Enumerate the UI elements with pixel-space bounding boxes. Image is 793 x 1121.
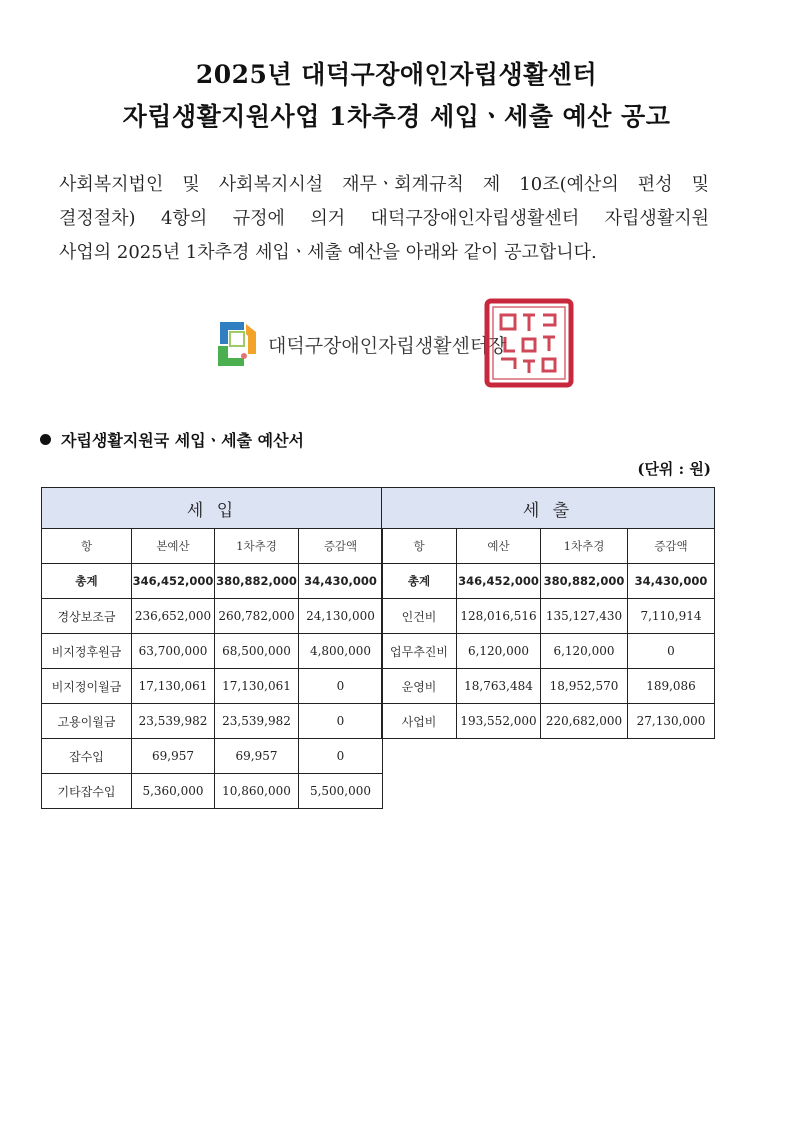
revenue-cell: 260,782,000: [215, 599, 299, 634]
revenue-cell: 10,860,000: [215, 774, 299, 809]
expense-column-header: 증감액: [628, 529, 715, 564]
revenue-cell: 0: [299, 704, 383, 739]
expense-cell: 업무추진비: [382, 634, 457, 669]
section-title: 자립생활지원국 세입ㆍ세출 예산서: [40, 428, 304, 451]
expense-cell: 189,086: [628, 669, 715, 704]
revenue-cell: 5,500,000: [299, 774, 383, 809]
expense-column-header: 예산: [457, 529, 541, 564]
revenue-row: [42, 739, 383, 774]
revenue-row: [42, 599, 383, 634]
expense-column-header: 항: [382, 529, 457, 564]
expense-cell: 346,452,000: [457, 564, 541, 599]
revenue-column-header: 본예산: [132, 529, 215, 564]
expense-cell: 사업비: [382, 704, 457, 739]
revenue-cell: 24,130,000: [299, 599, 383, 634]
revenue-cell: 17,130,061: [215, 669, 299, 704]
revenue-cell: 0: [299, 739, 383, 774]
revenue-header: 세 입: [42, 488, 383, 529]
expense-cell: 34,430,000: [628, 564, 715, 599]
expense-header: 세 출: [382, 488, 715, 529]
expense-cell: 7,110,914: [628, 599, 715, 634]
expense-cell: 총계: [382, 564, 457, 599]
revenue-cell: 비지정후원금: [42, 634, 132, 669]
revenue-column-header: 증감액: [299, 529, 383, 564]
expense-row: [382, 704, 715, 739]
revenue-cell: 4,800,000: [299, 634, 383, 669]
expense-column-header: 1차추경: [541, 529, 628, 564]
expense-row: [382, 669, 715, 704]
revenue-cell: 23,539,982: [215, 704, 299, 739]
revenue-cell: 잡수입: [42, 739, 132, 774]
revenue-cell: 고용이월금: [42, 704, 132, 739]
revenue-column-header: 1차추경: [215, 529, 299, 564]
unit-label: (단위 : 원): [637, 460, 711, 478]
revenue-cell: 총계: [42, 564, 132, 599]
revenue-column-header: 항: [42, 529, 132, 564]
revenue-cell: 346,452,000: [132, 564, 215, 599]
revenue-cell: 5,360,000: [132, 774, 215, 809]
revenue-cell: 69,957: [132, 739, 215, 774]
revenue-cell: 0: [299, 669, 383, 704]
expense-cell: 128,016,516: [457, 599, 541, 634]
paragraph-line: 결정절차) 4항의 규정에 의거 대덕구장애인자립생활센터 자립생활지원: [59, 208, 709, 229]
revenue-row: [42, 634, 383, 669]
announcement-paragraph: [59, 168, 709, 270]
revenue-column-headers: [42, 529, 383, 564]
expense-cell: 220,682,000: [541, 704, 628, 739]
revenue-cell: 34,430,000: [299, 564, 383, 599]
paragraph-line: 사업의 2025년 1차추경 세입ㆍ세출 예산을 아래와 같이 공고합니다.: [59, 242, 597, 263]
revenue-row: [42, 564, 383, 599]
revenue-row: [42, 774, 383, 809]
revenue-cell: 380,882,000: [215, 564, 299, 599]
revenue-table: [41, 487, 383, 809]
expense-row: [382, 634, 715, 669]
revenue-cell: 경상보조금: [42, 599, 132, 634]
expense-column-headers: [382, 529, 715, 564]
document-title-line2: 자립생활지원사업 1차추경 세입ㆍ세출 예산 공고: [122, 102, 671, 131]
expense-cell: 27,130,000: [628, 704, 715, 739]
expense-cell: 0: [628, 634, 715, 669]
revenue-cell: 비지정이월금: [42, 669, 132, 704]
expense-cell: 6,120,000: [541, 634, 628, 669]
expense-cell: 18,763,484: [457, 669, 541, 704]
document-title-line1: 2025년 대덕구장애인자립생활센터: [195, 60, 598, 89]
revenue-cell: 17,130,061: [132, 669, 215, 704]
revenue-cell: 23,539,982: [132, 704, 215, 739]
expense-cell: 18,952,570: [541, 669, 628, 704]
paragraph-line: 사회복지법인 및 사회복지시설 재무ㆍ회계규칙 제 10조(예산의 편성 및: [59, 174, 709, 195]
expense-row: [382, 599, 715, 634]
revenue-cell: 236,652,000: [132, 599, 215, 634]
org-logo-icon: [214, 318, 258, 368]
official-seal-icon: [483, 297, 575, 389]
expense-row: [382, 564, 715, 599]
expense-cell: 운영비: [382, 669, 457, 704]
expense-cell: 380,882,000: [541, 564, 628, 599]
expense-cell: 193,552,000: [457, 704, 541, 739]
revenue-cell: 69,957: [215, 739, 299, 774]
revenue-cell: 기타잡수입: [42, 774, 132, 809]
org-representative-name: 대덕구장애인자립생활센터장: [268, 335, 507, 357]
expense-cell: 135,127,430: [541, 599, 628, 634]
bullet-icon: [40, 434, 51, 445]
expense-table: [381, 487, 715, 739]
expense-cell: 6,120,000: [457, 634, 541, 669]
revenue-cell: 68,500,000: [215, 634, 299, 669]
revenue-row: [42, 704, 383, 739]
expense-cell: 인건비: [382, 599, 457, 634]
revenue-cell: 63,700,000: [132, 634, 215, 669]
revenue-row: [42, 669, 383, 704]
